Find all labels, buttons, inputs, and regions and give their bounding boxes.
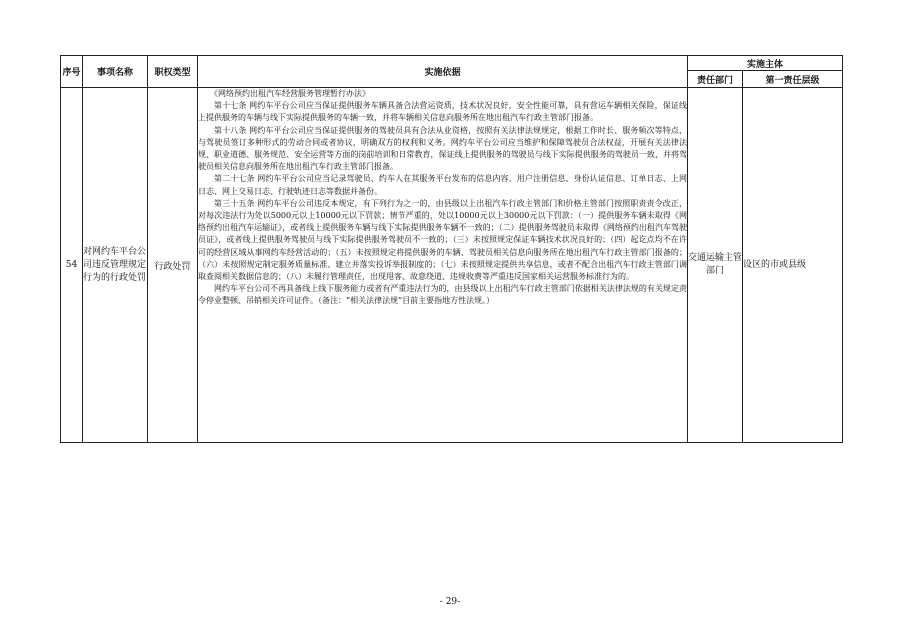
basis-regulation-title: 《网络预约出租汽车经营服务管理暂行办法》: [210, 89, 370, 98]
responsibility-table: [60, 55, 843, 443]
header-dept: 责任部门: [688, 71, 743, 88]
row-no: 54: [61, 88, 83, 443]
row-power-type: 行政处罚: [148, 88, 198, 443]
header-subject: 实施主体: [688, 56, 843, 71]
basis-article-17: 第十七条 网约车平台公司应当保证提供服务车辆具备合法营运资质，技术状况良好，安全性能可靠，具有营运车辆相关保险，保证线上提供服务的车辆与线下实际提供服务的车辆一致，并将车辆相关信息向服务所在地出租汽车行政主管部门报备。: [198, 101, 687, 123]
header-level: 第一责任层级: [743, 71, 843, 88]
basis-article-18: 第十八条 网约车平台公司应当保证提供服务的驾驶员具有合法从业资格，按照有关法律法规规定，根据工作时长、服务频次等特点，与驾驶员签订多种形式的劳动合同或者协议，明确双方的权利和义务。网约车平台公司应当维护和保障驾驶员合法权益，开展有关法律法规、职业道德、服务规范、安全运营等方面的岗前培训和日常教育，保证线上提供服务的驾驶员与线下实际提供服务的驾驶员一致，并将驾驶员相关信息向服务所在地出租汽车行政主管部门报备。: [198, 125, 687, 172]
header-basis: 实施依据: [198, 56, 688, 88]
basis-revocation: 网约车平台公司不再具备线上线下服务能力或者有严重违法行为的，由县级以上出租汽车行政主管部门依据相关法律法规的有关规定责令停业整顿、吊销相关许可证件。（备注：“相关法律法规”目前主要指地方性法规。）: [198, 284, 687, 306]
row-basis: [198, 88, 688, 443]
table-row: [61, 88, 843, 443]
header-item-name: 事项名称: [83, 56, 148, 88]
basis-article-27: 第二十七条 网约车平台公司应当记录驾驶员、约车人在其服务平台发布的信息内容、用户注册信息、身份认证信息、订单日志、上网日志、网上交易日志、行驶轨迹日志等数据并备份。: [198, 174, 687, 196]
header-power-type: 职权类型: [148, 56, 198, 88]
row-dept: 交通运输主管部门: [688, 88, 743, 443]
page-number: - 29-: [439, 597, 461, 607]
header-no: 序号: [61, 56, 83, 88]
row-item-name: 对网约车平台公司违反管理规定行为的行政处罚: [83, 88, 148, 443]
basis-article-35: 第三十五条 网约车平台公司违反本规定，有下列行为之一的，由县级以上出租汽车行政主管部门和价格主管部门按照职责责令改正，对每次违法行为处以5000元以上10000元以下罚款；情节严重的，处以10000元以上30000元以下罚款：（一）提供服务车辆未取得《网络预约出租汽车运输证》，或者线上提供服务车辆与线下实际提供服务车辆不一致的；（二）提供服务驾驶员未取得《网络预约出租汽车驾驶员证》，或者线上提供服务驾驶员与线下实际提供服务驾驶员不一致的；（三）未按照规定保证车辆技术状况良好的；（四）起讫点均不在许可的经营区域从事网约车经营活动的；（五）未按照规定将提供服务的车辆、驾驶员相关信息向服务所在地出租汽车行政主管部门报备的；（六）未按照规定制定服务质量标准、建立并落实投诉举报制度的；（七）未按照规定提供共享信息，或者不配合出租汽车行政主管部门调取查阅相关数据信息的；（八）未履行管理责任，出现甩客、故意绕道、违规收费等严重违反国家相关运营服务标准行为的。: [198, 198, 687, 282]
row-level: 设区的市或县级: [743, 88, 843, 443]
